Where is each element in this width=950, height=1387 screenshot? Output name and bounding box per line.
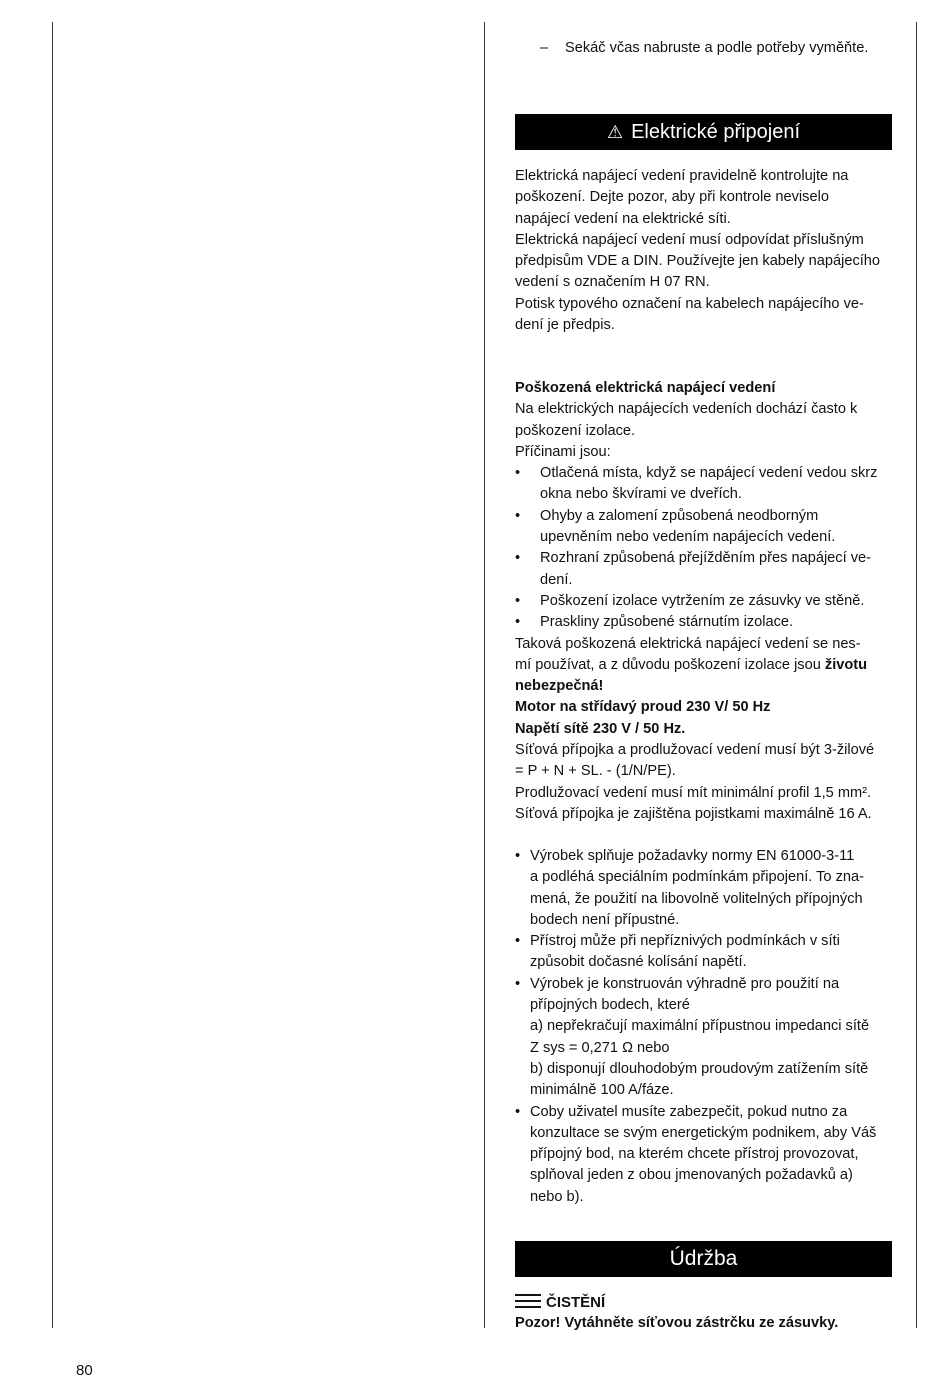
dash-marker: – [540, 40, 549, 56]
text-line: konzultace se svým energetickým podnikem, aby Váš [530, 1124, 877, 1141]
text-line: Výrobek je konstruován výhradně pro použití na [530, 975, 840, 992]
text-line: Z sys = 0,271 Ω nebo [530, 1039, 670, 1056]
bullet-marker: • [515, 465, 521, 482]
text-line: Příčinami jsou: [515, 443, 611, 460]
maintenance-section-title: Údržba [669, 1247, 738, 1270]
text-line: Taková poškozená elektrická napájecí vedení se nes- [515, 635, 861, 652]
bullet-marker: • [515, 614, 521, 631]
cleaning-title: ČISTĚNÍ [546, 1294, 606, 1311]
text-line: okna nebo škvírami ve dveřích. [540, 486, 742, 503]
text-line: Výrobek splňuje požadavky normy EN 61000-3-11 [530, 848, 855, 864]
page-number: 80 [76, 1362, 93, 1379]
motor-spec: Motor na střídavý proud 230 V/ 50 Hz [515, 699, 771, 716]
list-item [515, 591, 892, 612]
text-line: přípojných bodech, které [530, 997, 690, 1014]
text-line [515, 655, 892, 676]
text-line: nebo b). [530, 1188, 584, 1205]
text-line: Praskliny způsobené stárnutím izolace. [540, 614, 794, 631]
warning-emphasis-end: nebezpečná! [515, 678, 604, 695]
cleaning-heading [515, 1292, 892, 1313]
left-margin-line [52, 22, 53, 1328]
text-line: minimálně 100 A/fáze. [530, 1082, 674, 1099]
text-line: způsobit dočasné kolísání napětí. [530, 954, 747, 971]
bullet-marker: • [515, 550, 521, 567]
list-item [515, 548, 892, 591]
text-line: b) disponují dlouhodobým proudovým zatížením sítě [530, 1060, 869, 1077]
text-line: Rozhraní způsobená přejížděním přes napájecí ve- [540, 550, 871, 567]
cleaning-section [515, 1292, 892, 1335]
list-item [515, 931, 892, 974]
column-divider-line [484, 22, 485, 1328]
list-item [515, 1102, 892, 1208]
text-line: Elektrická napájecí vedení pravidelně kontrolujte na [515, 168, 849, 184]
text-line: Prodlužovací vedení musí mít minimální profil 1,5 mm². [515, 784, 872, 801]
list-item [515, 846, 892, 931]
warning-emphasis: životu [824, 656, 868, 673]
bullet-marker: • [515, 1103, 521, 1120]
electric-section-header [515, 114, 892, 150]
sharpen-note-text: Sekáč včas nabruste a podle potřeby vyměňte. [565, 40, 869, 56]
text-line: Ohyby a zalomení způsobená neodborným [540, 507, 819, 524]
list-item [515, 506, 892, 549]
text-line: Síťová přípojka je zajištěna pojistkami maximálně 16 A. [515, 805, 872, 822]
text-line: Coby uživatel musíte zabezpečit, pokud nutno za [530, 1103, 848, 1120]
cleaning-warning: Pozor! Vytáhněte síťovou zástrčku ze zásuvky. [515, 1315, 839, 1332]
text-line: Přístroj může při nepříznivých podmínkách v síti [530, 933, 840, 950]
text-line: Otlačená místa, když se napájecí vedení vedou skrz [540, 465, 878, 482]
voltage-spec: Napětí sítě 230 V / 50 Hz. [515, 720, 686, 737]
text-line: splňoval jeden z obou jmenovaných požadavků a) [530, 1167, 853, 1184]
bullet-marker: • [515, 933, 521, 950]
bullet-marker: • [515, 975, 521, 992]
sharpen-note [515, 38, 892, 59]
list-item [515, 974, 892, 1102]
bullet-marker: • [515, 507, 521, 524]
text-line: Na elektrických napájecích vedeních dochází často k [515, 401, 858, 418]
text-line: přípojný bod, na kterém chcete přístroj provozovat, [530, 1146, 859, 1163]
text-line: Potisk typového označení na kabelech napájecího ve- [515, 295, 864, 312]
text-line: poškození izolace. [515, 422, 636, 439]
warning-text: mí používat, a z důvodu poškození izolace jsou [515, 656, 825, 673]
text-line: Síťová přípojka a prodlužovací vedení musí být 3-žilové [515, 742, 875, 759]
right-margin-line [916, 22, 917, 1328]
maintenance-section-header [515, 1241, 892, 1277]
electric-paragraph [515, 166, 892, 336]
text-line: upevněním nebo vedením napájecích vedení. [540, 529, 836, 546]
text-line: dení je předpis. [515, 317, 615, 334]
text-line: předpisům VDE a DIN. Používejte jen kabely napájecího [515, 253, 881, 270]
text-line: = P + N + SL. - (1/N/PE). [515, 763, 676, 780]
text-line: vedení s označením H 07 RN. [515, 274, 710, 291]
product-requirements-list [515, 846, 892, 1208]
bullet-marker: • [515, 848, 521, 864]
cleaning-lines-icon [515, 1294, 541, 1308]
text-line: dení. [540, 571, 573, 588]
text-line: mená, že použití na libovolně volitelných přípojných [530, 890, 863, 907]
text-line: Elektrická napájecí vedení musí odpovídat příslušným [515, 231, 864, 248]
text-line: bodech není přípustné. [530, 911, 680, 928]
list-item [515, 463, 892, 506]
electric-section-title: Elektrické připojení [631, 120, 801, 143]
bullet-marker: • [515, 592, 521, 609]
damaged-cables-section [515, 378, 892, 825]
text-line: napájecí vedení na elektrické síti. [515, 210, 731, 227]
warning-triangle-icon: ⚠ [606, 121, 624, 142]
damaged-cables-heading: Poškozená elektrická napájecí vedení [515, 380, 776, 396]
text-line: Poškození izolace vytržením ze zásuvky ve stěně. [540, 592, 865, 609]
text-line: a podléhá speciálním podmínkám připojení. To zna- [530, 869, 864, 886]
list-item [515, 612, 892, 633]
text-line: a) nepřekračují maximální přípustnou impedanci sítě [530, 1018, 870, 1035]
text-line: poškození. Dejte pozor, aby při kontrole neviselo [515, 189, 829, 206]
